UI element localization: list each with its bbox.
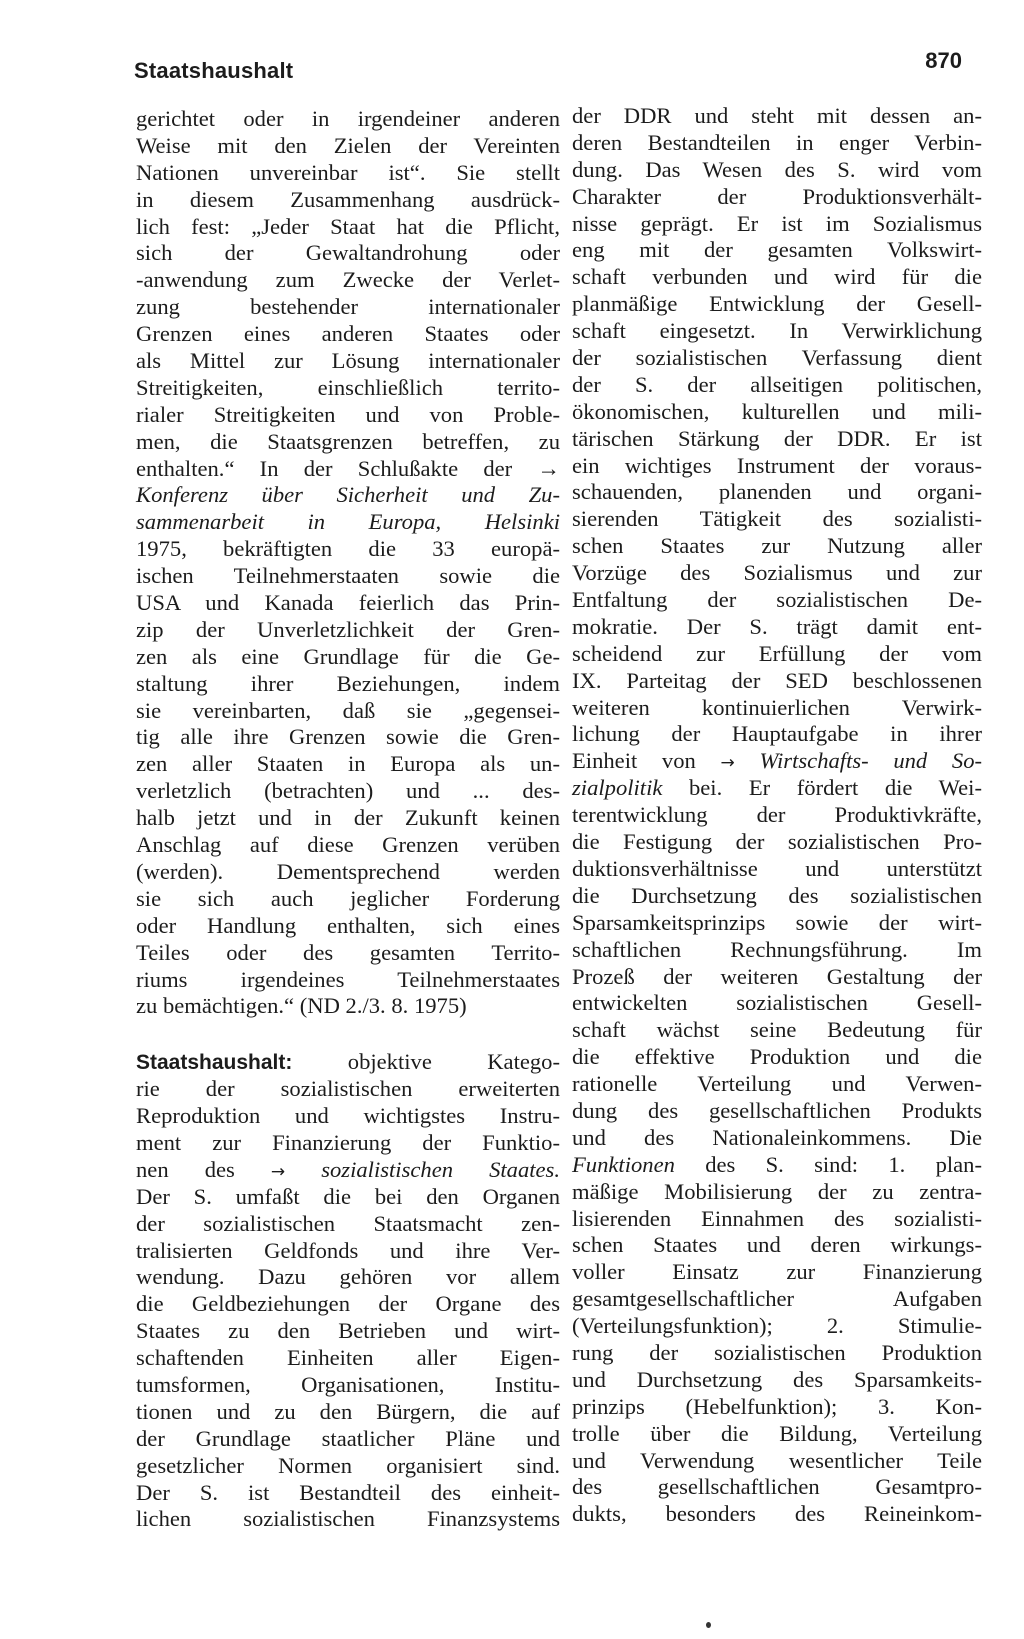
- text-line: Anschlag auf diese Grenzen verüben: [136, 832, 560, 858]
- text-line: eng mit der gesamten Volkswirt-: [572, 237, 982, 263]
- text-line: Streitigkeiten, einschließlich territo-: [136, 374, 560, 400]
- text-line: sierenden Tätigkeit des sozialisti-: [572, 506, 982, 532]
- text-line: scheidend zur Erfüllung der vom: [572, 640, 982, 666]
- text-line: lichen sozialistischen Finanzsystems: [136, 1506, 560, 1532]
- text-line: und des Nationaleinkommens. Die: [572, 1124, 982, 1150]
- cross-reference-link[interactable]: sozialistischen Staates.: [321, 1156, 561, 1182]
- text-line: zung bestehender internationaler: [136, 294, 560, 320]
- text-line: rie der sozialistischen erweiterten: [136, 1076, 560, 1102]
- text-line: zip der Unverletzlichkeit der Gren-: [136, 616, 560, 642]
- text-line: tärischen Stärkung der DDR. Er ist: [572, 425, 982, 451]
- text-line: der sozialistischen Staatsmacht zen-: [136, 1210, 560, 1236]
- text-line: der S. der allseitigen politischen,: [572, 371, 982, 397]
- text-line: Nationen unvereinbar ist“. Sie stellt: [136, 159, 560, 185]
- cross-reference-link[interactable]: zialpolitik: [572, 775, 663, 801]
- text-line: Grenzen eines anderen Staates oder: [136, 321, 560, 347]
- text-line: planmäßige Entwicklung der Gesell-: [572, 291, 982, 317]
- text-line: Der S. umfaßt die bei den Organen: [136, 1183, 560, 1209]
- cross-reference-link[interactable]: Wirtschafts- und So-: [759, 748, 983, 774]
- text-fragment: Einheit von: [572, 748, 696, 774]
- text-line: sie sich auch jeglicher Forderung: [136, 885, 560, 911]
- text-line: gesetzlicher Normen organisiert sind.: [136, 1452, 560, 1478]
- text-line: [572, 775, 982, 802]
- text-line: lichung der Hauptaufgabe in ihrer: [572, 721, 982, 747]
- text-line: mokratie. Der S. trägt damit ent-: [572, 613, 982, 639]
- running-head: Staatshaushalt: [134, 58, 294, 83]
- text-line: wendung. Dazu gehören vor allem: [136, 1264, 560, 1290]
- text-line: oder Handlung enthalten, sich eines: [136, 912, 560, 938]
- text-line: tionen und zu den Bürgern, die auf: [136, 1398, 560, 1424]
- print-speck: [706, 1622, 711, 1628]
- text-line: der sozialistischen Verfassung dient: [572, 345, 982, 371]
- left-column: [136, 106, 560, 1533]
- text-line: mäßige Mobilisierung der zu zentra-: [572, 1178, 982, 1204]
- text-line: (Verteilungsfunktion); 2. Stimulie-: [572, 1313, 982, 1339]
- text-line: die Durchsetzung des sozialistischen: [572, 882, 982, 908]
- text-line: gesamtgesellschaftlicher Aufgaben: [572, 1286, 982, 1312]
- text-line: schaftenden Einheiten aller Eigen-: [136, 1345, 560, 1371]
- text-line: tralisierten Geldfonds und ihre Ver-: [136, 1237, 560, 1263]
- text-line: verletzlich (betrachten) und ... des-: [136, 778, 560, 804]
- text-line: IX. Parteitag der SED beschlossenen: [572, 667, 982, 693]
- text-line: rialer Streitigkeiten und von Proble-: [136, 401, 560, 427]
- text-line: -anwendung zum Zwecke der Verlet-: [136, 267, 560, 293]
- text-line: gerichtet oder in irgendeiner anderen: [136, 106, 560, 131]
- text-line: Sparsamkeitsprinzips sowie der wirt-: [572, 909, 982, 935]
- text-line: enthalten.“ In der Schlußakte der →: [136, 455, 560, 481]
- text-line: Der S. ist Bestandteil des einheit-: [136, 1479, 560, 1505]
- emphasis-term: Funktionen: [572, 1151, 675, 1177]
- text-line: Teiles oder des gesamten Territo-: [136, 939, 560, 965]
- text-line: [572, 1152, 982, 1179]
- text-line: zu bemächtigen.“ (ND 2./3. 8. 1975): [136, 993, 467, 1019]
- text-line: halb jetzt und in der Zukunft keinen: [136, 805, 560, 831]
- text-line: (werden). Dementsprechend werden: [136, 858, 560, 884]
- text-line: Charakter der Produktionsverhält-: [572, 183, 982, 209]
- text-line: zen als eine Grundlage für die Ge-: [136, 643, 560, 669]
- text-line: ment zur Finanzierung der Funktio-: [136, 1129, 560, 1155]
- text-line: Weise mit den Zielen der Vereinten: [136, 132, 560, 158]
- text-line: schaft eingesetzt. In Verwirklichung: [572, 318, 982, 344]
- text-line: prinzips (Hebelfunktion); 3. Kon-: [572, 1393, 982, 1419]
- text-line: Staates zu den Betrieben und wirt-: [136, 1318, 560, 1344]
- text-line: trolle über die Bildung, Verteilung: [572, 1420, 982, 1446]
- text-line: dung. Das Wesen des S. wird vom: [572, 156, 982, 182]
- text-line: der DDR und steht mit dessen an-: [572, 103, 982, 128]
- text-line: [136, 1157, 560, 1184]
- entry-headword: Staatshaushalt:: [136, 1051, 293, 1075]
- text-line: ischen Teilnehmerstaaten sowie die: [136, 563, 560, 589]
- text-line: terentwicklung der Produktivkräfte,: [572, 802, 982, 828]
- text-line: schen Staates zur Nutzung aller: [572, 533, 982, 559]
- text-line: schaft wächst seine Bedeutung für: [572, 1017, 982, 1043]
- text-line: entwickelten sozialistischen Gesell-: [572, 990, 982, 1016]
- text-line: die Geldbeziehungen der Organe des: [136, 1291, 560, 1317]
- entry-first-line-text: objektive Katego-: [347, 1049, 560, 1075]
- entry-gap: [136, 1020, 560, 1049]
- cross-reference-arrow-icon: →: [270, 1161, 286, 1182]
- text-line: riums irgendeines Teilnehmerstaates: [136, 966, 560, 992]
- text-line: ökonomischen, kulturellen und mili-: [572, 398, 982, 424]
- text-line: und Durchsetzung des Sparsamkeits-: [572, 1366, 982, 1392]
- text-line: die Festigung der sozialistischen Pro-: [572, 829, 982, 855]
- page-number: 870: [925, 48, 962, 73]
- text-line: schaftlichen Rechnungsführung. Im: [572, 936, 982, 962]
- text-line-italic: sammenarbeit in Europa, Helsinki: [136, 509, 560, 535]
- text-line: tig alle ihre Grenzen sowie die Gren-: [136, 724, 560, 750]
- text-line: staltung ihrer Beziehungen, indem: [136, 670, 560, 696]
- text-line: schauenden, planenden und organi-: [572, 479, 982, 505]
- text-line-italic: Konferenz über Sicherheit und Zu-: [136, 482, 560, 508]
- text-line: duktionsverhältnisse und unterstützt: [572, 855, 982, 881]
- text-line: schaft verbunden und wird für die: [572, 264, 982, 290]
- text-line: des gesellschaftlichen Gesamtpro-: [572, 1474, 982, 1500]
- text-line: dung des gesellschaftlichen Produkts: [572, 1097, 982, 1123]
- cross-reference-arrow-icon: →: [720, 753, 735, 774]
- text-line: zen aller Staaten in Europa als un-: [136, 751, 560, 777]
- text-line: nisse geprägt. Er ist im Sozialismus: [572, 210, 982, 236]
- text-line: rung der sozialistischen Produktion: [572, 1339, 982, 1365]
- text-line: USA und Kanada feierlich das Prin-: [136, 590, 560, 616]
- text-line: voller Einsatz zur Finanzierung: [572, 1259, 982, 1285]
- text-line: lisierenden Einnahmen des sozialisti-: [572, 1205, 982, 1231]
- text-line: ein wichtiges Instrument der voraus-: [572, 452, 982, 478]
- text-line: [572, 748, 982, 775]
- text-line: rationelle Verteilung und Verwen-: [572, 1071, 982, 1097]
- text-fragment: des S. sind: 1. plan-: [705, 1151, 982, 1177]
- text-line: Reproduktion und wichtigstes Instru-: [136, 1103, 560, 1129]
- text-line: tumsformen, Organisationen, Institu-: [136, 1371, 560, 1397]
- text-line: weiteren kontinuierlichen Verwirk-: [572, 694, 982, 720]
- text-line: Entfaltung der sozialistischen De-: [572, 587, 982, 613]
- entry-first-line: [136, 1049, 560, 1076]
- text-line: lich fest: „Jeder Staat hat die Pflicht,: [136, 213, 560, 239]
- text-fragment: bei. Er fördert die Wei-: [688, 775, 982, 801]
- text-line: sie vereinbarten, daß sie „gegensei-: [136, 697, 560, 723]
- text-line: als Mittel zur Lösung internationaler: [136, 348, 560, 374]
- text-line: in diesem Zusammenhang ausdrück-: [136, 186, 560, 212]
- text-line: dukts, besonders des Reineinkom-: [572, 1501, 982, 1527]
- text-line: men, die Staatsgrenzen betreffen, zu: [136, 428, 560, 454]
- text-line: Prozeß der weiteren Gestaltung der: [572, 963, 982, 989]
- text-line: der Grundlage staatlicher Pläne und: [136, 1425, 560, 1451]
- text-fragment: nen des: [136, 1156, 235, 1182]
- text-line: und Verwendung wesentlicher Teile: [572, 1447, 982, 1473]
- right-column: [572, 103, 982, 1528]
- text-line: schen Staates und deren wirkungs-: [572, 1232, 982, 1258]
- text-line: die effektive Produktion und die: [572, 1044, 982, 1070]
- text-line: sich der Gewaltandrohung oder: [136, 240, 560, 266]
- text-line: Vorzüge des Sozialismus und zur: [572, 560, 982, 586]
- text-line: 1975, bekräftigten die 33 europä-: [136, 536, 560, 562]
- text-line: deren Bestandteilen in enger Verbin-: [572, 129, 982, 155]
